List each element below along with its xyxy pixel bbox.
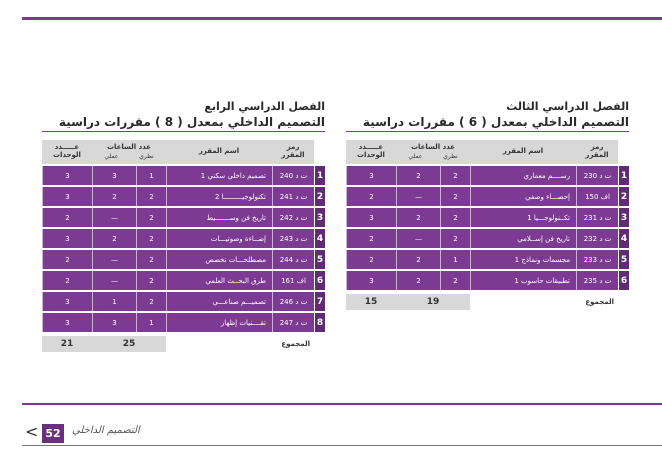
page-number: 52	[42, 424, 64, 443]
units: 3	[42, 229, 92, 248]
course-code: ت د 247	[272, 313, 314, 332]
col-theory: نظري	[139, 152, 154, 160]
col-code: رمز المقرر	[272, 140, 314, 164]
course-name: تاريخ فن وســـــــيط	[166, 208, 272, 227]
units: 3	[42, 313, 92, 332]
col-practical: عملي	[408, 152, 423, 160]
book-title: التصميم الداخلي	[72, 425, 140, 436]
units: 2	[42, 250, 92, 269]
col-practical: عملي	[104, 152, 119, 160]
row-number: 3	[618, 208, 629, 227]
row-number: 5	[314, 250, 325, 269]
row-number: 2	[314, 187, 325, 206]
col-units: عـــــدد الوحدات	[42, 140, 92, 164]
units: 2	[346, 229, 396, 248]
table-row	[42, 208, 325, 227]
course-name: إحصـــاء وصفي	[470, 187, 576, 206]
course-name: تطبيقات حاسوب 1	[470, 271, 576, 290]
course-name: مجسمات ونماذج 1	[470, 250, 576, 269]
table-row	[42, 271, 325, 290]
col-name: اسم المقرر	[470, 140, 576, 164]
theory-hours: 1	[136, 313, 166, 332]
table-row	[346, 271, 629, 290]
previous-arrow-icon[interactable]: <	[25, 422, 39, 441]
units: 2	[346, 250, 396, 269]
col-name: اسم المقرر	[166, 140, 272, 164]
units: 3	[346, 271, 396, 290]
course-code: ت د 231	[576, 208, 618, 227]
course-name: طرق البحــث العلمي	[166, 271, 272, 290]
practical-hours: 3	[92, 166, 136, 185]
units: 2	[346, 187, 396, 206]
practical-hours: 1	[92, 292, 136, 311]
total-hours: 19	[396, 294, 470, 310]
units: 3	[346, 208, 396, 227]
table-row	[42, 250, 325, 269]
col-hours	[92, 140, 166, 164]
row-number: 3	[314, 208, 325, 227]
practical-hours: 2	[396, 250, 440, 269]
course-code: ت د 235	[576, 271, 618, 290]
practical-hours: —	[92, 271, 136, 290]
course-code: ت د 232	[576, 229, 618, 248]
table-row	[346, 250, 629, 269]
col-units: عـــــدد الوحدات	[346, 140, 396, 164]
theory-hours: 2	[440, 229, 470, 248]
bottom-divider	[22, 403, 662, 405]
table-row	[346, 187, 629, 206]
units: 3	[42, 166, 92, 185]
row-number: 1	[618, 166, 629, 185]
practical-hours: 3	[92, 313, 136, 332]
theory-hours: 2	[136, 271, 166, 290]
units: 3	[42, 292, 92, 311]
col-code: رمز المقرر	[576, 140, 618, 164]
table-row	[42, 166, 325, 185]
practical-hours: —	[396, 229, 440, 248]
table-row	[42, 292, 325, 311]
table-row	[346, 166, 629, 185]
row-number: 6	[314, 271, 325, 290]
course-name: تكنولوجيـــــــــا 2	[166, 187, 272, 206]
course-code: ت د 241	[272, 187, 314, 206]
table-row	[42, 313, 325, 332]
practical-hours: 2	[92, 229, 136, 248]
theory-hours: 1	[440, 250, 470, 269]
total-label: المجموع	[585, 297, 614, 306]
theory-hours: 2	[136, 250, 166, 269]
theory-hours: 2	[440, 208, 470, 227]
practical-hours: 2	[396, 166, 440, 185]
row-number: 4	[618, 229, 629, 248]
semester-subtitle: التصميم الداخلي بمعدل ( 8 ) مقررات دراسية	[42, 115, 325, 132]
course-name: تاريخ فن إســلامي	[470, 229, 576, 248]
practical-hours: 2	[396, 208, 440, 227]
courses-table	[42, 138, 325, 355]
total-units: 21	[42, 336, 92, 352]
course-code: ت د 244	[272, 250, 314, 269]
col-hours	[396, 140, 470, 164]
row-number: 1	[314, 166, 325, 185]
course-name: تقــــنيات إظهار	[166, 313, 272, 332]
course-name: رســــم معماري	[470, 166, 576, 185]
footer-divider	[22, 445, 662, 446]
total-hours: 25	[92, 336, 166, 352]
theory-hours: 1	[136, 166, 166, 185]
theory-hours: 2	[440, 166, 470, 185]
course-name: تصميـــم صناعـــي	[166, 292, 272, 311]
semester-title: الفصل الدراسي الثالث	[506, 100, 629, 113]
row-number: 8	[314, 313, 325, 332]
total-units: 15	[346, 294, 396, 310]
course-code: ت د 233	[576, 250, 618, 269]
table-row	[346, 208, 629, 227]
practical-hours: 2	[396, 271, 440, 290]
col-theory: نظري	[443, 152, 458, 160]
row-number: 5	[618, 250, 629, 269]
course-code: ت د 240	[272, 166, 314, 185]
theory-hours: 2	[136, 229, 166, 248]
semester-title: الفصل الدراسي الرابع	[204, 100, 325, 113]
units: 2	[42, 208, 92, 227]
practical-hours: —	[92, 250, 136, 269]
table-row	[42, 187, 325, 206]
course-code: ت د 230	[576, 166, 618, 185]
course-code: ت د 243	[272, 229, 314, 248]
row-number: 2	[618, 187, 629, 206]
course-code: ت د 242	[272, 208, 314, 227]
row-number: 4	[314, 229, 325, 248]
course-name: إضــاءة وصوتيـــات	[166, 229, 272, 248]
semester-subtitle: التصميم الداخلي بمعدل ( 6 ) مقررات دراسية	[346, 115, 629, 132]
table-row	[42, 229, 325, 248]
theory-hours: 2	[136, 208, 166, 227]
col-hours-label: عدد الساعات	[410, 142, 456, 151]
totals-row	[346, 292, 629, 311]
course-name: تصميم داخلي سكني 1	[166, 166, 272, 185]
semester-three-block	[346, 100, 629, 313]
course-code: ت د 246	[272, 292, 314, 311]
units: 2	[42, 271, 92, 290]
col-hours-label: عدد الساعات	[106, 142, 152, 151]
courses-table	[346, 138, 629, 313]
units: 3	[42, 187, 92, 206]
semester-four-block	[42, 100, 325, 355]
theory-hours: 2	[136, 292, 166, 311]
table-row	[346, 229, 629, 248]
course-code: اف 161	[272, 271, 314, 290]
totals-row	[42, 334, 325, 353]
practical-hours: —	[396, 187, 440, 206]
top-divider	[22, 17, 662, 20]
total-label: المجموع	[281, 339, 310, 348]
course-name: تكــنولوجـــيا 1	[470, 208, 576, 227]
practical-hours: —	[92, 208, 136, 227]
theory-hours: 2	[440, 187, 470, 206]
course-code: اف 150	[576, 187, 618, 206]
course-name: مصطلحـــات تخصص	[166, 250, 272, 269]
theory-hours: 2	[440, 271, 470, 290]
row-number: 6	[618, 271, 629, 290]
practical-hours: 2	[92, 187, 136, 206]
units: 3	[346, 166, 396, 185]
row-number: 7	[314, 292, 325, 311]
theory-hours: 2	[136, 187, 166, 206]
